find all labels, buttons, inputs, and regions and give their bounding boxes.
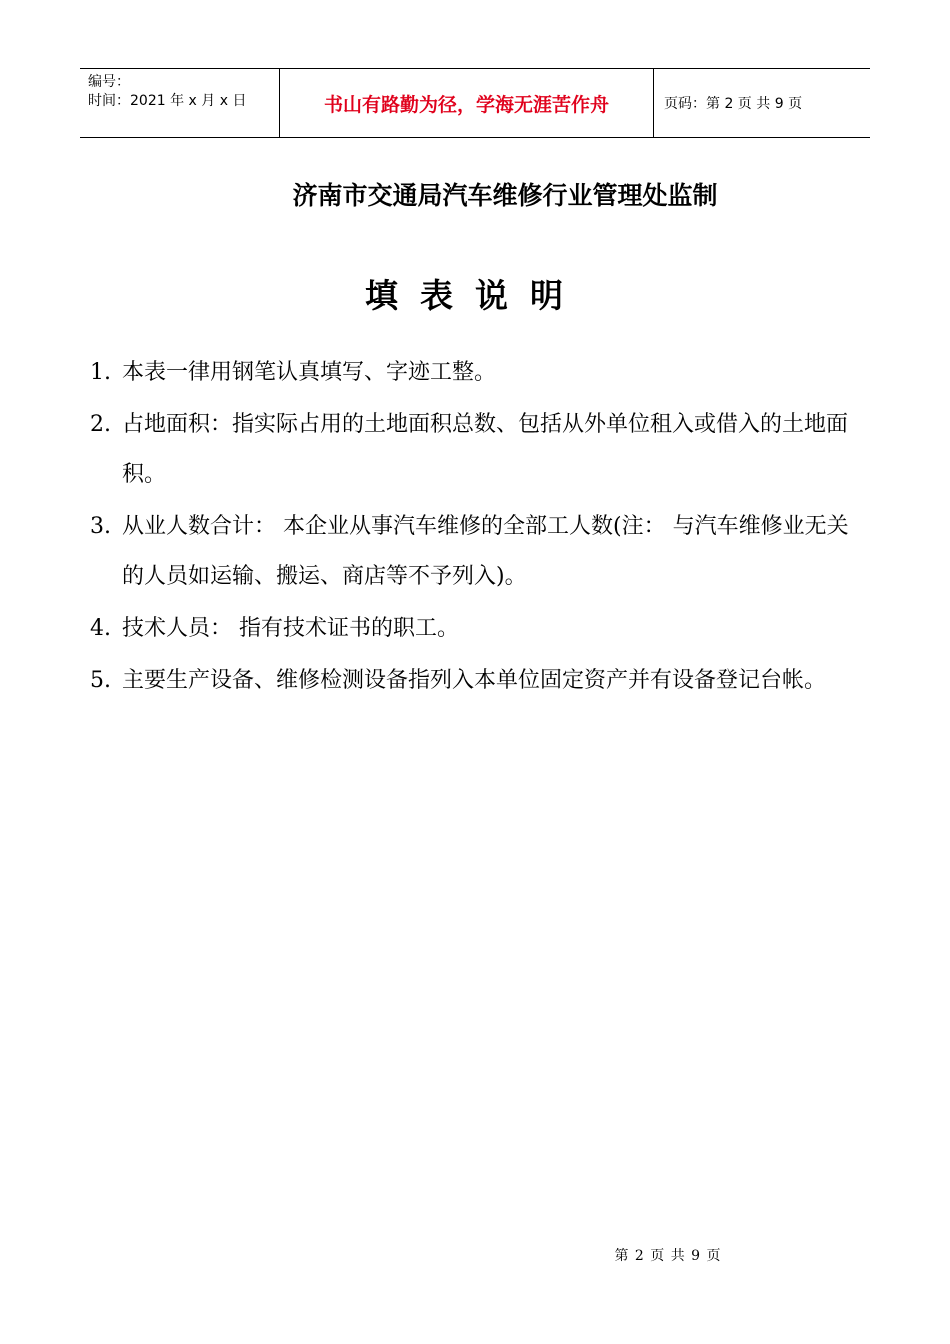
header-page-info: 页码：第 2 页 共 9 页 bbox=[664, 96, 803, 112]
instruction-list bbox=[90, 348, 870, 708]
instruction-item bbox=[90, 400, 870, 500]
instruction-text: 本表一律用钢笔认真填写、字迹工整。 bbox=[122, 360, 497, 385]
instruction-item bbox=[90, 604, 870, 654]
instruction-text: 占地面积：指实际占用的土地面积总数、包括从外单位租入或借入的土地面积。 bbox=[122, 412, 849, 487]
page-header bbox=[80, 68, 870, 138]
header-meta bbox=[80, 69, 280, 137]
instruction-number: 3. bbox=[90, 514, 111, 539]
instruction-text: 从业人数合计： 本企业从事汽车维修的全部工人数(注： 与汽车维修业无关的人员如运输、搬运、商店等不予列入)。 bbox=[122, 514, 849, 589]
document-time-label: 时间：2021 年 x 月 x 日 bbox=[88, 93, 247, 109]
instruction-item bbox=[90, 348, 870, 398]
page-footer: 第 2 页 共 9 页 bbox=[614, 1248, 722, 1264]
instruction-item bbox=[90, 656, 870, 706]
instruction-number: 5. bbox=[90, 668, 111, 693]
instruction-number: 1. bbox=[90, 360, 111, 385]
instruction-number: 4. bbox=[90, 616, 111, 641]
instruction-number: 2. bbox=[90, 412, 111, 437]
header-motto: 书山有路勤为径，学海无涯苦作舟 bbox=[280, 69, 654, 137]
document-subtitle: 济南市交通局汽车维修行业管理处监制 bbox=[292, 181, 718, 210]
instruction-item bbox=[90, 502, 870, 602]
instruction-text: 技术人员： 指有技术证书的职工。 bbox=[122, 616, 459, 641]
document-title: 填表说明 bbox=[365, 276, 585, 315]
document-number-label: 编号： bbox=[88, 74, 130, 90]
instruction-text: 主要生产设备、维修检测设备指列入本单位固定资产并有设备登记台帐。 bbox=[122, 668, 827, 693]
